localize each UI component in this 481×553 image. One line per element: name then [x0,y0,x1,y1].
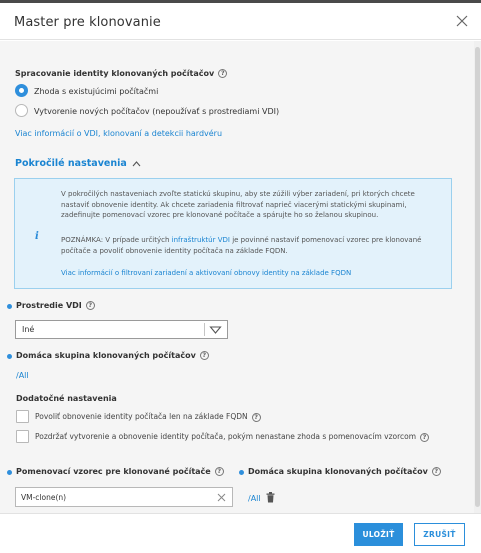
required-dot [7,354,12,359]
chevron-up-icon [132,160,141,167]
radio-match-existing-label[interactable]: Zhoda s existujúcimi počítačmi [34,87,159,96]
chevron-down-icon[interactable] [209,324,222,336]
vdi-info-link[interactable]: Viac informácií o VDI, klonovaní a detekcii hardvéru [15,129,223,138]
home-group-2-label: Domáca skupina klonovaných počítačov ? [248,467,441,476]
dialog-title: Master pre klonovanie [14,15,161,30]
checkbox-delay-identity[interactable] [16,430,29,443]
identity-section-title: Spracovanie identity klonovaných počítačov ? [15,69,227,78]
vdi-infrastructure-link[interactable]: infraštruktúr VDI [171,236,230,244]
radio-create-new[interactable] [15,104,28,117]
required-dot [239,470,244,475]
required-dot [7,470,12,475]
select-divider [204,323,205,336]
advanced-settings-toggle[interactable]: Pokročilé nastavenia [15,158,141,169]
home-group-link[interactable]: /All [16,371,29,380]
help-icon[interactable]: ? [252,413,261,422]
help-icon[interactable]: ? [432,467,441,476]
checkbox-fqdn-only-label: Povoliť obnovenie identity počítača len na základe FQDN ? [35,412,261,422]
radio-match-existing[interactable] [15,84,28,97]
info-paragraph: V pokročilých nastaveniach zvoľte statickú skupinu, aby ste zúžili výber zariadení, pri ktorých chcete nastaviť obnovenie identity. Ak chcete zariadenia filtrovať naprieč viacerými statickými skupinami, zadefinujte pomenovací vzorec pre klonované počítače a spárujte ho so želanou skupinou. [61,190,415,219]
dialog-footer [0,513,481,553]
fqdn-info-link[interactable]: Viac informácií o filtrovaní zariadení a aktivovaní obnovy identity na základe FQDN [61,269,352,277]
naming-pattern-value: VM-clone(n) [21,493,67,502]
scrollbar-thumb[interactable] [475,47,480,507]
help-icon[interactable]: ? [86,301,95,310]
cancel-button[interactable]: ZRUŠIŤ [414,523,465,546]
help-icon[interactable]: ? [420,433,429,442]
close-icon[interactable] [455,14,469,28]
info-note: POZNÁMKA: V prípade určitých infraštruktúr VDI je povinné nastaviť pomenovací vzorec pre klonované počítače a povoliť obnovenie identity počítača na základe FQDN. [61,236,422,255]
info-icon: i [35,231,39,242]
help-icon[interactable]: ? [200,351,209,360]
dialog-header [0,6,481,40]
vdi-select[interactable] [15,320,228,339]
checkbox-delay-identity-label: Pozdržať vytvorenie a obnovenie identity počítača, pokým nenastane zhoda s pomenovacím vzorcom ? [35,432,429,442]
vdi-select-value: Iné [22,325,35,334]
help-icon[interactable]: ? [215,467,224,476]
additional-settings-title: Dodatočné nastavenia [16,394,117,403]
home-group-2-link[interactable]: /All [248,494,261,503]
clear-icon[interactable] [217,493,226,502]
checkbox-fqdn-only[interactable] [16,410,29,423]
vdi-label: Prostredie VDI ? [16,301,95,310]
naming-pattern-input[interactable] [15,487,233,507]
trash-icon[interactable] [266,492,275,503]
radio-create-new-label[interactable]: Vytvorenie nových počítačov (nepoužívať s prostrediami VDI) [34,107,280,116]
save-button[interactable]: ULOŽIŤ [354,523,403,546]
info-box [14,178,452,289]
naming-pattern-label: Pomenovací vzorec pre klonované počítače ? [16,467,224,476]
home-group-label: Domáca skupina klonovaných počítačov ? [16,351,209,360]
required-dot [7,304,12,309]
help-icon[interactable]: ? [218,69,227,78]
